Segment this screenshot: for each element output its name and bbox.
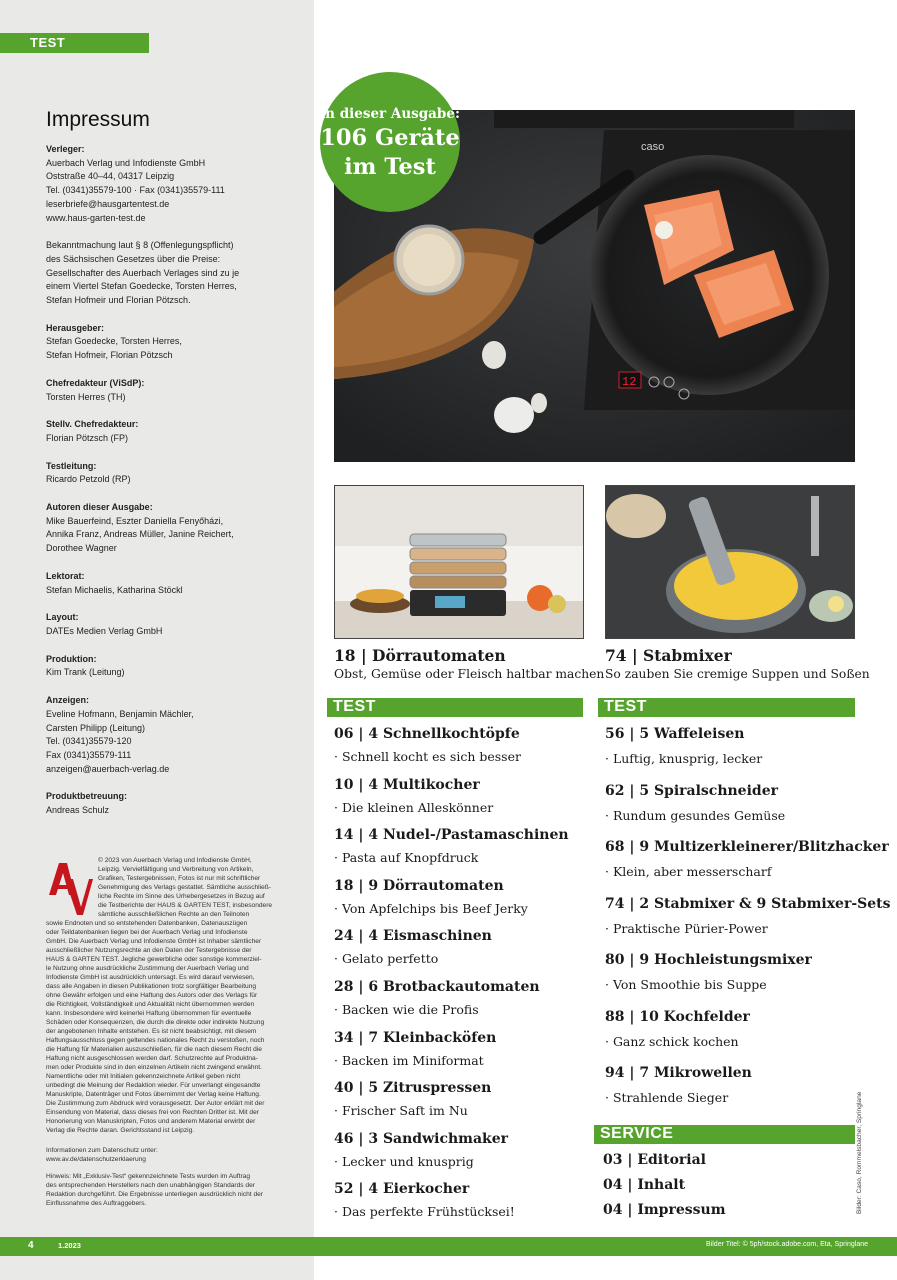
- legal-line: die Richtigkeit, Vollständigkeit und Aktualität nicht übernommen werden: [46, 1001, 255, 1008]
- toc-item-subtitle: · Lecker und knusprig: [334, 1153, 474, 1169]
- legal-line: ausschließlicher Nutzungsrechte an den Daten der Testergebnisse der: [46, 947, 252, 954]
- toc-item-title: 34 | 7 Kleinbacköfen: [334, 1029, 497, 1046]
- impressum-label: Autoren dieser Ausgabe:: [46, 502, 153, 513]
- toc-item[interactable]: [334, 1080, 569, 1131]
- toc-item[interactable]: [334, 979, 569, 1030]
- legal-line: Grafiken, Testergebnissen, Fotos ist nur mit schriftlicher: [98, 875, 261, 882]
- toc-item-subtitle: · Von Smoothie bis Suppe: [605, 977, 767, 992]
- toc-item-subtitle: · Luftig, knusprig, lecker: [605, 751, 763, 766]
- toc-item-subtitle: · Das perfekte Frühstücksei!: [334, 1204, 515, 1220]
- toc-item-title: 18 | 9 Dörrautomaten: [334, 877, 504, 894]
- impressum-label: Herausgeber:: [46, 322, 105, 333]
- impressum-line: leserbriefe@hausgartentest.de: [46, 198, 170, 209]
- impressum-line: Torsten Herres (TH): [46, 391, 126, 402]
- legal-line: HAUS & GARTEN TEST. Jegliche gewerbliche oder sonstige kommerziel-: [46, 956, 262, 963]
- legal-line: Namentliche oder mit Initialen gekennzeichnete Artikel geben nicht: [46, 1073, 241, 1080]
- section-tag: TEST: [30, 35, 66, 50]
- legal-line: Infodienste GmbH ist ausdrücklich untersagt. Es wird darauf verwiesen,: [46, 974, 255, 981]
- toc-item-title: 24 | 4 Eismaschinen: [334, 928, 492, 945]
- legal-line: Genehmigung des Verlags gestattet. Sämtliche ausschließ-: [98, 884, 271, 891]
- legal-line: Einsendung von Material, dass dieses frei von Rechten Dritter ist. Mit der: [46, 1109, 259, 1116]
- privacy-line: www.av.de/datenschutzerklaerung: [46, 1156, 146, 1163]
- legal-line: GmbH. Die Auerbach Verlag und Infodienste GmbH ist Inhaber sämtlicher: [46, 938, 262, 945]
- toc-item-subtitle: · Gelato perfetto: [334, 951, 439, 967]
- toc-item-title: 46 | 3 Sandwichmaker: [334, 1130, 509, 1147]
- legal-line: Verlag die Rechte daran. Gerichtsstand ist Leipzig.: [46, 1127, 195, 1134]
- impressum-block: [46, 570, 306, 597]
- impressum-line: Stefan Michaelis, Katharina Stöckl: [46, 584, 183, 595]
- toc-item-subtitle: · Backen im Miniformat: [334, 1052, 484, 1068]
- toc-item[interactable]: [334, 928, 569, 979]
- left-section-label: TEST: [333, 698, 376, 715]
- toc-item-subtitle: · Frischer Saft im Nu: [334, 1103, 468, 1119]
- legal-line: men oder Produkte sind in den einzelnen Artikeln nicht zwingend erwähnt.: [46, 1064, 262, 1071]
- feature-right-title: 74 | Stabmixer: [605, 646, 732, 665]
- toc-item[interactable]: [605, 783, 891, 840]
- legal-line: sämtliche ausschließlichen Rechte an den Teilnoten: [98, 911, 250, 918]
- impressum-line: Gesellschafter des Auerbach Verlages sind zu je: [46, 267, 240, 278]
- stabmixer-image: [606, 486, 855, 639]
- legal-line: liche Rechte im Sinne des Urhebergesetzes in Bezug auf: [98, 893, 265, 900]
- dehydrator-photo: [334, 485, 584, 639]
- impressum-label: Layout:: [46, 612, 79, 623]
- toc-item-title: 74 | 2 Stabmixer & 9 Stabmixer-Sets: [605, 895, 891, 912]
- impressum-line: www.haus-garten-test.de: [46, 212, 146, 223]
- impressum-line: Annika Franz, Andreas Müller, Janine Reichert,: [46, 529, 234, 540]
- stabmixer-caption: [605, 646, 870, 681]
- impressum-label: Anzeigen:: [46, 695, 90, 706]
- toc-item-subtitle: · Rundum gesundes Gemüse: [605, 807, 786, 823]
- badge-suffix: im Test: [344, 154, 436, 180]
- impressum-block: [46, 143, 306, 225]
- legal-line: kann. Insbesondere wird keinerlei Haftung übernommen für eventuelle: [46, 1010, 252, 1017]
- toc-item[interactable]: [334, 878, 569, 929]
- section-tag-bar: [0, 33, 149, 53]
- toc-item-title: 40 | 5 Zitruspressen: [334, 1080, 492, 1097]
- toc-item[interactable]: [605, 839, 891, 896]
- impressum-block: [46, 322, 306, 363]
- impressum-line: Florian Pötzsch (FP): [46, 432, 129, 443]
- legal-line: die Testberichte der HAUS & GARTEN TEST, insbesondere: [98, 902, 273, 909]
- badge-count: 106 Geräte: [320, 125, 460, 151]
- impressum-line: Ricardo Petzold (RP): [46, 474, 131, 485]
- impressum-line: Stefan Goedecke, Torsten Herres,: [46, 336, 182, 347]
- hint-line: Redaktion durchgeführt. Die Ergebnisse unterliegen ausdrücklich nicht der: [46, 1191, 263, 1198]
- toc-item-subtitle: · Praktische Pürier-Power: [605, 920, 768, 936]
- legal-line: oder Teildatenbanken liegen bei der Auerbach Verlag und Infodienste: [46, 929, 248, 936]
- impressum-line: Carsten Philipp (Leitung): [46, 722, 146, 733]
- impressum-block: [46, 377, 306, 404]
- impressum-block: [46, 460, 306, 487]
- hint-line: Hinweis: Mit „Exklusiv-Test“ gekennzeichnete Tests wurden im Auftrag: [46, 1173, 250, 1180]
- impressum-line: Oststraße 40–44, 04317 Leipzig: [46, 171, 175, 182]
- impressum-line: Fax (0341)35579-111: [46, 749, 132, 760]
- cover-credits: Bilder Titel: © 5ph/stock.adobe.com, Eta, Springlane: [706, 1241, 868, 1248]
- toc-item[interactable]: [334, 827, 569, 878]
- hint-line: Einflussnahme des Auftraggebers.: [46, 1200, 147, 1207]
- toc-item-subtitle: · Klein, aber messerscharf: [605, 864, 772, 879]
- badge-headline: [320, 124, 460, 182]
- toc-item[interactable]: [605, 1065, 891, 1122]
- legal-line: der angebotenen Inhalte entstehen. Es ist nicht beabsichtigt, mit diesem: [46, 1028, 257, 1035]
- issue-badge: [320, 72, 460, 212]
- badge-intro: in dieser Ausgabe:: [320, 106, 460, 122]
- toc-item-title: 62 | 5 Spiralschneider: [605, 782, 778, 799]
- legal-line: © 2023 von Auerbach Verlag und Infodienste GmbH,: [98, 857, 252, 864]
- impressum-label: Produktbetreuung:: [46, 791, 127, 802]
- impressum-label: Testleitung:: [46, 460, 97, 471]
- legal-line: Haftungsausschluss gegen geltendes nationales Recht zu verstoßen, noch: [46, 1037, 265, 1044]
- impressum-line: Kim Trank (Leitung): [46, 667, 125, 678]
- legal-line: Manuskripte, Datenträger und Fotos übernimmt der Verlag keine Haftung.: [46, 1091, 261, 1098]
- toc-item-title: 28 | 6 Brotbackautomaten: [334, 978, 540, 995]
- impressum-label: Chefredakteur (ViSdP):: [46, 377, 145, 388]
- impressum-block: [46, 694, 306, 776]
- issue-number: 1.2023: [58, 1241, 81, 1250]
- legal-line: unbedingt die Meinung der Redaktion wieder. Für unverlangt eingesandte: [46, 1082, 261, 1089]
- impressum-line: des Sächsischen Gesetzes über die Preise:: [46, 253, 221, 264]
- dehydrator-caption: [334, 646, 604, 681]
- service-section-label: SERVICE: [600, 1125, 674, 1142]
- left-test-bar: [327, 698, 583, 717]
- right-section-label: TEST: [604, 698, 647, 715]
- legal-line: Honorierung von Manuskripten, Fotos und anderem Material erwirbt der: [46, 1118, 256, 1125]
- toc-item-subtitle: · Backen wie die Profis: [334, 1001, 479, 1017]
- toc-item-title: 88 | 10 Kochfelder: [605, 1008, 750, 1025]
- toc-item-title: 06 | 4 Schnellkochtöpfe: [334, 726, 520, 742]
- hint-line: des entsprechenden Herstellers nach den unabhängigen Standards der: [46, 1182, 255, 1189]
- legal-notice: [46, 856, 298, 1135]
- right-test-list: [605, 726, 891, 1122]
- legal-line: Haftung nicht ausgeschlossen werden darf. Schutzrechte auf Produktna-: [46, 1055, 258, 1062]
- impressum-block: [46, 611, 306, 638]
- feature-left-subtitle: Obst, Gemüse oder Fleisch haltbar machen: [334, 667, 605, 681]
- legal-line: sowie Endnoten und so entstehenden Datenbanken, Datenauszügen: [46, 920, 248, 927]
- page-number: 4: [28, 1240, 34, 1251]
- stabmixer-photo: [605, 485, 855, 639]
- impressum-line: Auerbach Verlag und Infodienste GmbH: [46, 157, 206, 168]
- page-footer: [0, 1237, 897, 1256]
- privacy-line: Informationen zum Datenschutz unter:: [46, 1147, 158, 1154]
- service-item[interactable]: 04 | Impressum: [603, 1202, 726, 1218]
- brand-label: caso: [641, 141, 665, 153]
- impressum-line: DATEs Medien Verlag GmbH: [46, 625, 163, 636]
- toc-item-title: 10 | 4 Multikocher: [334, 776, 480, 793]
- dehydrator-image: [335, 486, 584, 639]
- impressum-line: Andreas Schulz: [46, 805, 110, 816]
- toc-item-subtitle: · Schnell kocht es sich besser: [334, 749, 521, 764]
- impressum-block: [46, 790, 306, 817]
- impressum-line: Bekanntmachung laut § 8 (Offenlegungspflicht): [46, 240, 234, 251]
- side-photo-credit: Bilder: Caso, Rommelsbacher, Springlane: [856, 1091, 863, 1214]
- impressum-line: einem Viertel Stefan Goedecke, Torsten Herres,: [46, 281, 237, 292]
- toc-item[interactable]: [334, 1181, 569, 1232]
- service-bar: [594, 1125, 855, 1144]
- toc-item[interactable]: [605, 952, 891, 1009]
- toc-item[interactable]: [334, 777, 569, 828]
- feature-left-title: 18 | Dörrautomaten: [334, 646, 506, 665]
- cooktop-display: 12: [622, 375, 637, 389]
- toc-item-title: 68 | 9 Multizerkleinerer/Blitzhacker: [605, 839, 889, 855]
- toc-item[interactable]: [605, 726, 891, 783]
- legal-line: die Haftung für Materialien auszuschließen, für die nach diesem Recht die: [46, 1046, 262, 1053]
- impressum-line: Dorothee Wagner: [46, 543, 117, 554]
- impressum-block: [46, 501, 306, 556]
- impressum-label: Verleger:: [46, 144, 85, 154]
- toc-item-title: 52 | 4 Eierkocher: [334, 1181, 470, 1198]
- toc-item[interactable]: [605, 1009, 891, 1066]
- impressum-line: anzeigen@auerbach-verlag.de: [46, 763, 170, 774]
- legal-line: Die Zustimmung zum Abdruck wird vorausgesetzt. Der Autor erklärt mit der: [46, 1100, 265, 1107]
- impressum-line: Mike Bauerfeind, Eszter Daniella Fenyőházi,: [46, 515, 224, 526]
- toc-item-title: 80 | 9 Hochleistungsmixer: [605, 952, 812, 968]
- impressum-block: [46, 418, 306, 445]
- impressum-line: Stefan Hofmeir, Florian Pötzsch: [46, 350, 173, 361]
- service-item[interactable]: 04 | Inhalt: [603, 1177, 686, 1193]
- toc-item-subtitle: · Ganz schick kochen: [605, 1033, 739, 1049]
- legal-line: Schäden oder Konsequenzen, die durch die direkte oder indirekte Nutzung: [46, 1019, 265, 1026]
- impressum-block: [46, 239, 306, 308]
- impressum-label: Lektorat:: [46, 570, 85, 581]
- legal-line: ohne Gewähr erfolgen und eine Haftung des Autors oder des Verlags für: [46, 992, 258, 999]
- impressum-label: Produktion:: [46, 653, 97, 664]
- legal-line: Leipzig. Vervielfältigung und Verbreitung von Artikeln,: [98, 866, 254, 873]
- impressum-blocks: [46, 143, 306, 832]
- right-test-bar: [598, 698, 855, 717]
- impressum-label: Stellv. Chefredakteur:: [46, 419, 139, 430]
- toc-item-subtitle: · Pasta auf Knopfdruck: [334, 850, 479, 866]
- impressum-line: Stefan Hofmeir und Florian Pötzsch.: [46, 295, 191, 306]
- left-test-list: [334, 726, 569, 1232]
- toc-item[interactable]: [334, 726, 569, 777]
- impressum-line: Eveline Hofmann, Benjamin Mächler,: [46, 708, 194, 719]
- toc-item-subtitle: · Strahlende Sieger: [605, 1090, 729, 1105]
- toc-item[interactable]: [334, 1030, 569, 1081]
- impressum-line: Tel. (0341)35579-120: [46, 736, 132, 747]
- legal-line: dass alle Angaben in diesen Publikationen trotz sorgfältiger Bearbeitung: [46, 983, 257, 990]
- toc-item-title: 56 | 5 Waffeleisen: [605, 726, 745, 742]
- toc-item-subtitle: · Von Apfelchips bis Beef Jerky: [334, 900, 528, 916]
- toc-item-subtitle: · Die kleinen Alleskönner: [334, 799, 494, 815]
- service-item[interactable]: 03 | Editorial: [603, 1152, 706, 1168]
- toc-item-title: 14 | 4 Nudel-/Pastamaschinen: [334, 827, 569, 844]
- impressum-block: [46, 653, 306, 680]
- toc-item[interactable]: [334, 1131, 569, 1182]
- legal-line: le Nutzung ohne ausdrückliche Zustimmung der Auerbach Verlag und: [46, 965, 249, 972]
- feature-right-subtitle: So zauben Sie cremige Suppen und Soßen: [605, 667, 870, 681]
- privacy-and-hint: [46, 1146, 298, 1208]
- spacer: [46, 1164, 298, 1172]
- toc-item[interactable]: [605, 896, 891, 953]
- service-list: [603, 1152, 726, 1227]
- impressum-title: Impressum: [46, 108, 150, 131]
- toc-item-title: 94 | 7 Mikrowellen: [605, 1065, 752, 1081]
- impressum-line: Tel. (0341)35579-100 · Fax (0341)35579-111: [46, 185, 225, 196]
